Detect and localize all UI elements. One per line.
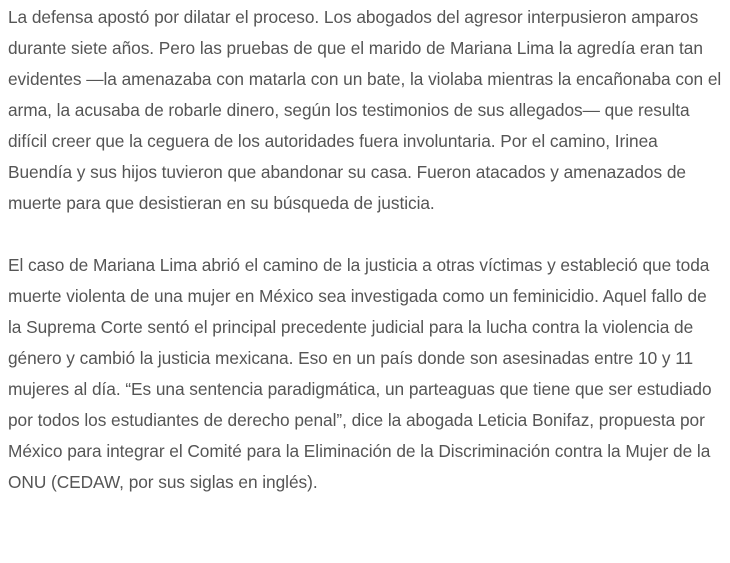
article-body xyxy=(8,2,724,498)
article-paragraph-1: La defensa apostó por dilatar el proceso. Los abogados del agresor interpusieron amparos durante siete años. Pero las pruebas de que el marido de Mariana Lima la agredía eran tan evidentes —la amenazaba con matarla con un bate, la violaba mientras la encañonaba con el arma, la acusaba de robarle dinero, según los testimonios de sus allegados— que resulta difícil creer que la ceguera de los autoridades fuera involuntaria. Por el camino, Irinea Buendía y sus hijos tuvieron que abandonar su casa. Fueron atacados y amenazados de muerte para que desistieran en su búsqueda de justicia. xyxy=(8,7,722,213)
article-paragraph-2: El caso de Mariana Lima abrió el camino de la justicia a otras víctimas y estableció que toda muerte violenta de una mujer en México sea investigada como un feminicidio. Aquel fallo de la Suprema Corte sentó el principal precedente judicial para la lucha contra la violencia de género y cambió la justicia mexicana. Eso en un país donde son asesinadas entre 10 y 11 mujeres al día. “Es una sentencia paradigmática, un parteaguas que tiene que ser estudiado por todos los estudiantes de derecho penal”, dice la abogada Leticia Bonifaz, propuesta por México para integrar el Comité para la Eliminación de la Discriminación contra la Mujer de la ONU (CEDAW, por sus siglas en inglés). xyxy=(8,255,712,492)
